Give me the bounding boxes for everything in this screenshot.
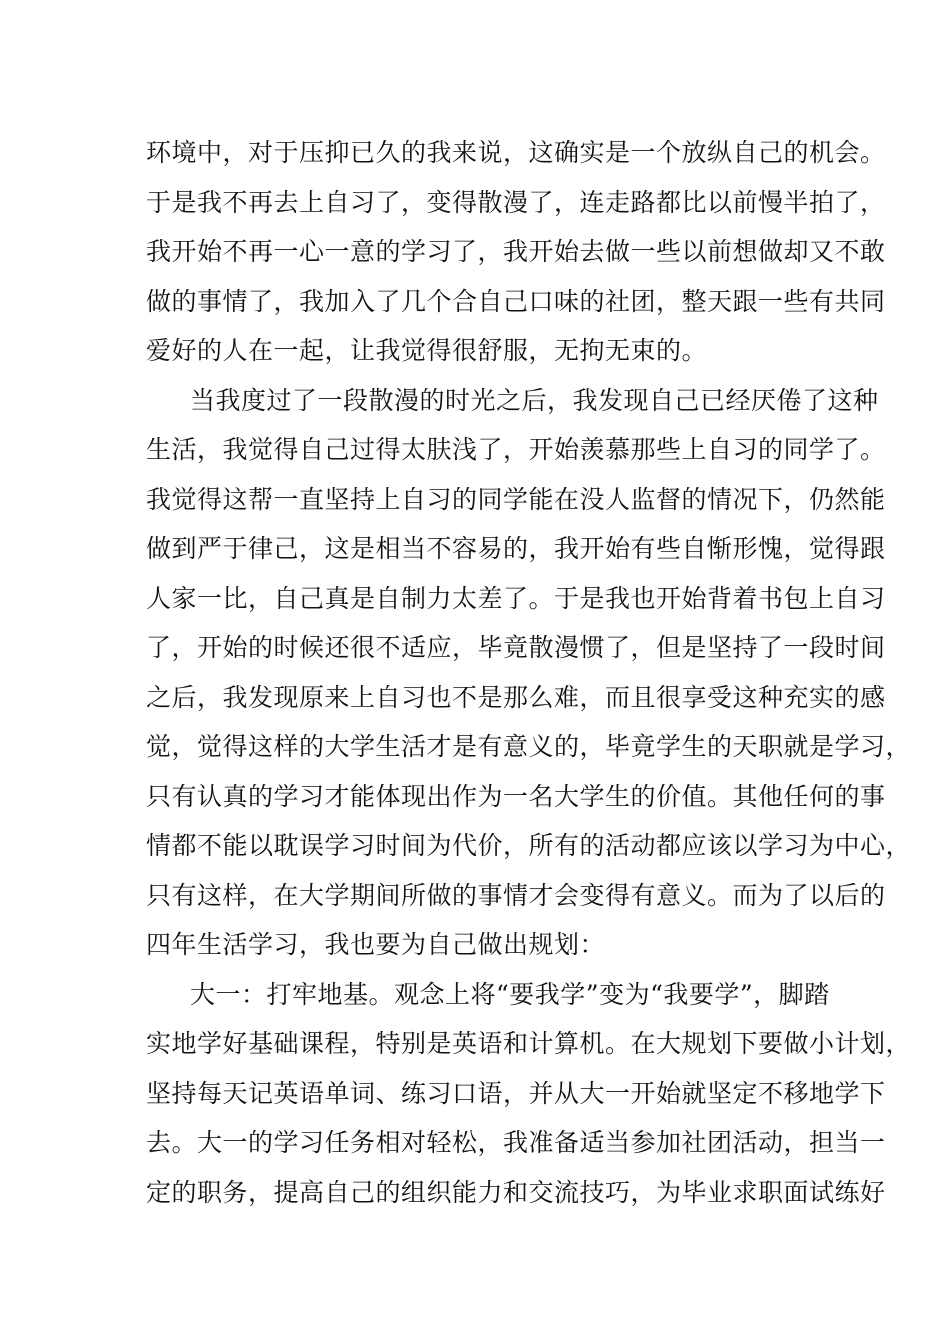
text-line: 当我度过了一段散漫的时光之后，我发现自己已经厌倦了这种	[190, 385, 879, 415]
paragraph-1	[146, 128, 886, 376]
text-line: 环境中，对于压抑已久的我来说，这确实是一个放纵自己的机会。	[146, 138, 886, 167]
text-line: 情都不能以耽误学习时间为代价，所有的活动都应该以学习为中心，	[146, 831, 912, 860]
text-line: 只有认真的学习才能体现出作为一名大学生的价值。其他任何的事	[146, 781, 886, 811]
text-line: 觉，觉得这样的大学生活才是有意义的，毕竟学生的天职就是学习，	[146, 732, 912, 761]
text-line: 大一：打牢地基。观念上将“要我学”变为“我要学”，脚踏	[190, 979, 830, 1009]
text-line: 做到严于律己，这是相当不容易的，我开始有些自惭形愧，觉得跟	[146, 534, 886, 563]
text-line: 实地学好基础课程，特别是英语和计算机。在大规划下要做小计划，	[146, 1029, 912, 1058]
text-line: 去。大一的学习任务相对轻松，我准备适当参加社团活动，担当一	[146, 1128, 886, 1157]
text-line: 生活，我觉得自己过得太肤浅了，开始羡慕那些上自习的同学了。	[146, 435, 886, 464]
text-line: 于是我不再去上自习了，变得散漫了，连走路都比以前慢半拍了，	[146, 187, 886, 217]
text-line: 定的职务，提高自己的组织能力和交流技巧，为毕业求职面试练好	[146, 1177, 886, 1207]
paragraph-2	[146, 376, 912, 970]
text-line: 我开始不再一心一意的学习了，我开始去做一些以前想做却又不敢	[146, 237, 886, 266]
paragraph-3	[146, 970, 912, 1218]
text-line: 坚持每天记英语单词、练习口语，并从大一开始就坚定不移地学下	[146, 1078, 886, 1108]
text-line: 四年生活学习，我也要为自己做出规划：	[146, 930, 606, 959]
text-line: 做的事情了，我加入了几个合自己口味的社团，整天跟一些有共同	[146, 286, 886, 316]
document-body	[146, 128, 912, 1217]
text-line: 之后，我发现原来上自习也不是那么难，而且很享受这种充实的感	[146, 682, 886, 712]
text-line: 我觉得这帮一直坚持上自习的同学能在没人监督的情况下，仍然能	[146, 484, 886, 514]
text-line: 爱好的人在一起，让我觉得很舒服，无拘无束的。	[146, 336, 708, 365]
text-line: 了，开始的时候还很不适应，毕竟散漫惯了，但是坚持了一段时间	[146, 633, 886, 662]
text-line: 只有这样，在大学期间所做的事情才会变得有意义。而为了以后的	[146, 880, 886, 910]
text-line: 人家一比，自己真是自制力太差了。于是我也开始背着书包上自习	[146, 583, 886, 613]
